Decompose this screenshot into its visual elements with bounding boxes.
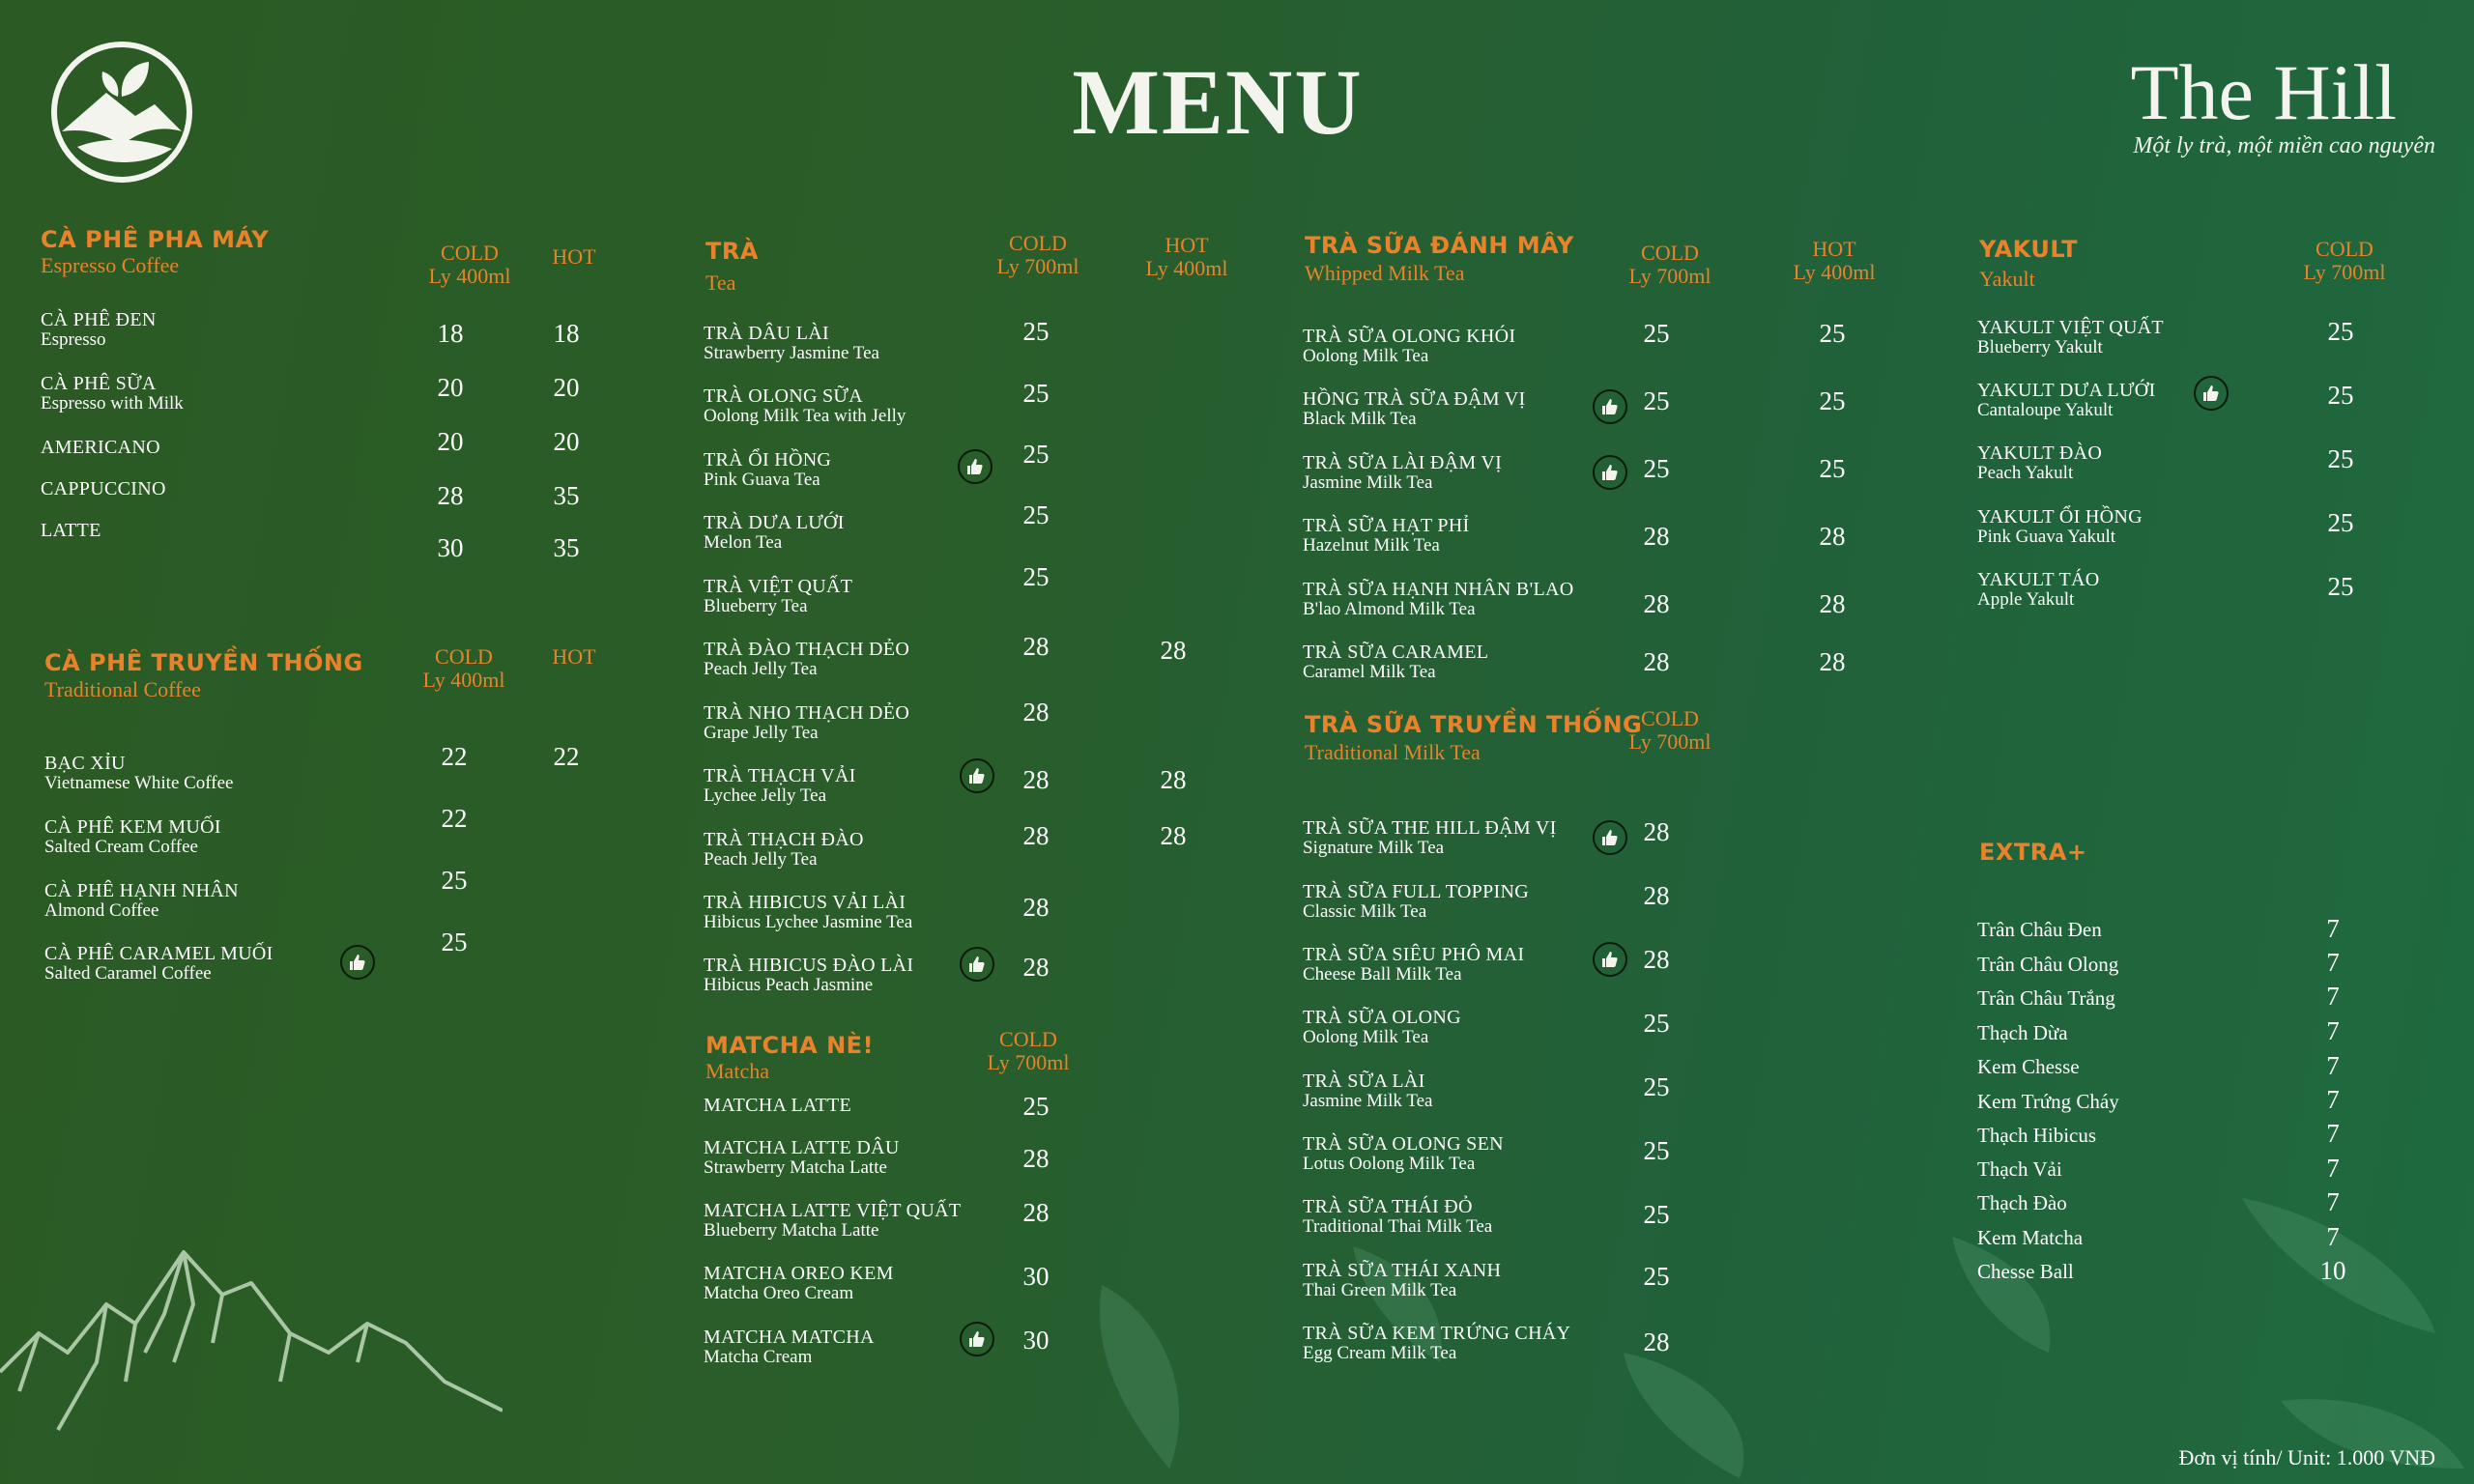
price-cold: 28 <box>1022 893 1050 922</box>
list-item: YAKULT ĐÀO Peach Yakult <box>1977 442 2103 483</box>
list-item: TRÀ HIBICUS VẢI LÀI Hibicus Lychee Jasmine Tea <box>704 892 913 932</box>
extra-item: Trân Châu Trắng <box>1977 986 2115 1010</box>
price-cold: 28 <box>1022 765 1050 794</box>
list-item: TRÀ NHO THẠCH DẺO Grape Jelly Tea <box>704 702 910 743</box>
extra-item: Kem Trứng Cháy <box>1977 1090 2119 1113</box>
thumbs-up-icon <box>2194 376 2229 411</box>
extra-price: 7 <box>2326 1016 2340 1045</box>
price-hot: 35 <box>553 481 580 510</box>
extra-item: Kem Chesse <box>1977 1055 2080 1078</box>
price-cold: 25 <box>1643 319 1670 348</box>
thumbs-up-icon <box>1593 455 1627 490</box>
list-item: TRÀ SỮA THE HILL ĐẬM VỊ Signature Milk Tea <box>1303 817 1557 858</box>
price-cold: 28 <box>1022 698 1050 727</box>
extra-price: 7 <box>2326 1051 2340 1080</box>
price-cold: 25 <box>1643 1009 1670 1038</box>
price-cold: 28 <box>1022 1144 1050 1173</box>
section-title-matcha: MATCHA NÈ! <box>705 1032 875 1059</box>
price-hot: 28 <box>1160 636 1187 665</box>
col-header-cold: COLD Ly 700ml <box>987 1027 1070 1074</box>
unit-note: Đơn vị tính/ Unit: 1.000 VNĐ <box>2178 1445 2435 1470</box>
list-item: TRÀ ỔI HỒNG Pink Guava Tea <box>704 449 832 490</box>
section-sub-espresso: Espresso Coffee <box>41 253 180 277</box>
list-item: TRÀ SỮA CARAMEL Caramel Milk Tea <box>1303 642 1489 682</box>
thumbs-up-icon <box>960 947 994 982</box>
extra-item: Thạch Đào <box>1977 1191 2067 1214</box>
brand-name: The Hill <box>2130 48 2397 136</box>
extra-price: 7 <box>2326 1187 2340 1216</box>
list-item: LATTE <box>41 520 101 541</box>
list-item: MATCHA LATTE VIỆT QUẤT Blueberry Matcha Latte <box>704 1200 962 1241</box>
extra-price: 10 <box>2319 1256 2346 1285</box>
extra-item: Trân Châu Olong <box>1977 953 2119 976</box>
list-item: TRÀ OLONG SỮA Oolong Milk Tea with Jelly <box>704 385 906 426</box>
price-cold: 28 <box>1643 945 1670 974</box>
price-cold: 25 <box>1643 1262 1670 1291</box>
thumbs-up-icon <box>1593 942 1627 977</box>
price-cold: 25 <box>2327 381 2354 410</box>
section-title-tea: TRÀ <box>705 238 759 265</box>
price-cold: 25 <box>1643 1200 1670 1229</box>
thumbs-up-icon <box>1593 820 1627 855</box>
thumbs-up-icon <box>1593 389 1627 424</box>
price-cold: 28 <box>437 481 464 510</box>
list-item: MATCHA LATTE <box>704 1095 852 1116</box>
list-item: TRÀ THẠCH VẢI Lychee Jelly Tea <box>704 765 856 806</box>
price-cold: 25 <box>441 866 468 895</box>
price-hot: 28 <box>1160 765 1187 794</box>
list-item: MATCHA LATTE DÂU Strawberry Matcha Latte <box>704 1137 900 1178</box>
col-header-cold: COLD Ly 400ml <box>422 644 505 692</box>
price-cold: 25 <box>2327 317 2354 346</box>
list-item: TRÀ SỮA LÀI Jasmine Milk Tea <box>1303 1070 1433 1111</box>
section-sub-traditional-milk-tea: Traditional Milk Tea <box>1305 740 1481 764</box>
price-hot: 20 <box>553 373 580 402</box>
col-header-hot: HOT <box>552 644 596 669</box>
thumbs-up-icon <box>960 1322 994 1356</box>
section-title-extra: EXTRA+ <box>1979 839 2087 866</box>
price-cold: 28 <box>1643 647 1670 676</box>
list-item: TRÀ VIỆT QUẤT Blueberry Tea <box>704 576 853 616</box>
price-cold: 22 <box>441 804 468 833</box>
extra-price: 7 <box>2326 1222 2340 1251</box>
price-hot: 35 <box>553 533 580 562</box>
list-item: YAKULT ỔI HỒNG Pink Guava Yakult <box>1977 506 2143 547</box>
list-item: TRÀ SỮA LÀI ĐẬM VỊ Jasmine Milk Tea <box>1303 452 1503 493</box>
price-cold: 25 <box>2327 572 2354 601</box>
section-sub-traditional-coffee: Traditional Coffee <box>44 677 201 701</box>
price-hot: 28 <box>1819 647 1846 676</box>
extra-price: 7 <box>2326 1085 2340 1114</box>
list-item: TRÀ SỮA THÁI ĐỎ Traditional Thai Milk Tea <box>1303 1196 1493 1237</box>
extra-price: 7 <box>2326 914 2340 943</box>
price-cold: 25 <box>1022 317 1050 346</box>
thumbs-up-icon <box>340 945 375 980</box>
list-item: TRÀ THẠCH ĐÀO Peach Jelly Tea <box>704 829 864 870</box>
col-header-cold: COLD Ly 700ml <box>1628 706 1712 754</box>
extra-item: Thạch Hibicus <box>1977 1124 2097 1147</box>
price-hot: 20 <box>553 427 580 456</box>
extra-item: Trân Châu Đen <box>1977 918 2102 941</box>
thumbs-up-icon <box>958 449 992 484</box>
price-cold: 28 <box>1643 1327 1670 1356</box>
price-cold: 25 <box>1643 1072 1670 1101</box>
list-item: AMERICANO <box>41 437 160 458</box>
col-header-cold: COLD Ly 700ml <box>1628 241 1712 288</box>
price-cold: 25 <box>1022 562 1050 591</box>
thumbs-up-icon <box>960 758 994 793</box>
price-cold: 25 <box>1643 386 1670 415</box>
price-cold: 28 <box>1022 821 1050 850</box>
extra-price: 7 <box>2326 982 2340 1011</box>
list-item: CÀ PHÊ CARAMEL MUỐI Salted Caramel Coffee <box>44 943 273 984</box>
section-sub-tea: Tea <box>705 271 736 295</box>
list-item: TRÀ SỮA SIÊU PHÔ MAI Cheese Ball Milk Tea <box>1303 944 1525 985</box>
price-cold: 25 <box>1643 454 1670 483</box>
col-header-cold: COLD Ly 700ml <box>996 231 1079 278</box>
list-item: YAKULT VIỆT QUẤT Blueberry Yakult <box>1977 317 2164 357</box>
list-item: TRÀ ĐÀO THẠCH DẺO Peach Jelly Tea <box>704 639 910 679</box>
section-sub-yakult: Yakult <box>1979 267 2035 291</box>
list-item: YAKULT DƯA LƯỚI Cantaloupe Yakult <box>1977 380 2156 420</box>
menu-title: MENU <box>1072 50 1364 154</box>
brand-logo <box>48 39 195 186</box>
list-item: MATCHA MATCHA Matcha Cream <box>704 1327 875 1367</box>
list-item: TRÀ SỮA OLONG Oolong Milk Tea <box>1303 1007 1461 1047</box>
section-title-traditional-milk-tea: TRÀ SỮA TRUYỀN THỐNG <box>1305 711 1643 738</box>
price-cold: 30 <box>1022 1262 1050 1291</box>
price-cold: 28 <box>1022 1198 1050 1227</box>
list-item: TRÀ SỮA OLONG KHÓI Oolong Milk Tea <box>1303 326 1516 366</box>
price-cold: 28 <box>1643 817 1670 846</box>
col-header-cold: COLD Ly 700ml <box>2303 237 2386 284</box>
list-item: TRÀ SỮA FULL TOPPING Classic Milk Tea <box>1303 881 1529 922</box>
price-cold: 28 <box>1643 589 1670 618</box>
price-cold: 20 <box>437 427 464 456</box>
col-header-hot: HOT Ly 400ml <box>1793 237 1876 284</box>
price-cold: 28 <box>1643 522 1670 551</box>
list-item: CÀ PHÊ SỮA Espresso with Milk <box>41 373 184 414</box>
extra-item: Kem Matcha <box>1977 1226 2084 1249</box>
price-cold: 28 <box>1643 881 1670 910</box>
list-item: TRÀ SỮA KEM TRỨNG CHÁY Egg Cream Milk Tea <box>1303 1323 1571 1363</box>
list-item: TRÀ HIBICUS ĐÀO LÀI Hibicus Peach Jasmine <box>704 955 914 995</box>
price-cold: 30 <box>1022 1326 1050 1355</box>
price-hot: 28 <box>1160 821 1187 850</box>
list-item: TRÀ SỮA HẠT PHỈ Hazelnut Milk Tea <box>1303 515 1470 556</box>
price-cold: 28 <box>1022 953 1050 982</box>
price-hot: 28 <box>1819 522 1846 551</box>
price-hot: 25 <box>1819 454 1846 483</box>
section-title-yakult: YAKULT <box>1979 236 2079 263</box>
extra-price: 7 <box>2326 948 2340 977</box>
list-item: CÀ PHÊ ĐEN Espresso <box>41 309 157 350</box>
price-cold: 25 <box>1022 440 1050 469</box>
price-cold: 25 <box>1643 1136 1670 1165</box>
price-hot: 25 <box>1819 386 1846 415</box>
list-item: MATCHA OREO KEM Matcha Oreo Cream <box>704 1263 894 1303</box>
list-item: CAPPUCCINO <box>41 478 166 499</box>
col-header-cold: COLD Ly 400ml <box>428 241 511 288</box>
section-sub-whipped-milk-tea: Whipped Milk Tea <box>1305 261 1465 285</box>
section-title-traditional-coffee: CÀ PHÊ TRUYỀN THỐNG <box>44 649 363 676</box>
list-item: TRÀ DÂU LÀI Strawberry Jasmine Tea <box>704 323 879 363</box>
list-item: TRÀ SỮA THÁI XANH Thai Green Milk Tea <box>1303 1260 1502 1300</box>
list-item: TRÀ SỮA OLONG SEN Lotus Oolong Milk Tea <box>1303 1133 1504 1174</box>
price-cold: 22 <box>441 742 468 771</box>
list-item: CÀ PHÊ HẠNH NHÂN Almond Coffee <box>44 880 239 921</box>
extra-price: 7 <box>2326 1119 2340 1148</box>
extra-item: Thạch Dừa <box>1977 1021 2068 1044</box>
section-title-espresso: CÀ PHÊ PHA MÁY <box>41 226 270 253</box>
price-cold: 25 <box>1022 500 1050 529</box>
price-hot: 22 <box>553 742 580 771</box>
price-cold: 25 <box>1022 1092 1050 1121</box>
price-hot: 18 <box>553 319 580 348</box>
price-cold: 28 <box>1022 632 1050 661</box>
list-item: TRÀ DƯA LƯỚI Melon Tea <box>704 512 845 553</box>
price-cold: 25 <box>1022 379 1050 408</box>
extra-item: Chesse Ball <box>1977 1260 2074 1283</box>
list-item: HỒNG TRÀ SỮA ĐẬM VỊ Black Milk Tea <box>1303 388 1526 429</box>
list-item: BẠC XỈU Vietnamese White Coffee <box>44 753 234 793</box>
section-sub-matcha: Matcha <box>705 1059 769 1083</box>
brand-tagline: Một ly trà, một miền cao nguyên <box>2133 133 2435 158</box>
extra-item: Thạch Vải <box>1977 1157 2062 1181</box>
list-item: TRÀ SỮA HẠNH NHÂN B'LAO B'lao Almond Milk Tea <box>1303 579 1574 619</box>
list-item: YAKULT TÁO Apple Yakult <box>1977 569 2100 610</box>
price-hot: 28 <box>1819 589 1846 618</box>
price-cold: 30 <box>437 533 464 562</box>
price-cold: 25 <box>2327 508 2354 537</box>
price-cold: 20 <box>437 373 464 402</box>
price-cold: 25 <box>2327 444 2354 473</box>
col-header-hot: HOT <box>552 244 596 269</box>
section-title-whipped-milk-tea: TRÀ SỮA ĐÁNH MÂY <box>1305 232 1574 259</box>
price-hot: 25 <box>1819 319 1846 348</box>
leaf-decoration <box>1082 1159 2474 1484</box>
price-cold: 18 <box>437 319 464 348</box>
price-cold: 25 <box>441 928 468 956</box>
list-item: CÀ PHÊ KEM MUỐI Salted Cream Coffee <box>44 816 221 857</box>
mountain-outline <box>0 1237 503 1484</box>
col-header-hot: HOT Ly 400ml <box>1145 233 1228 280</box>
extra-price: 7 <box>2326 1154 2340 1183</box>
